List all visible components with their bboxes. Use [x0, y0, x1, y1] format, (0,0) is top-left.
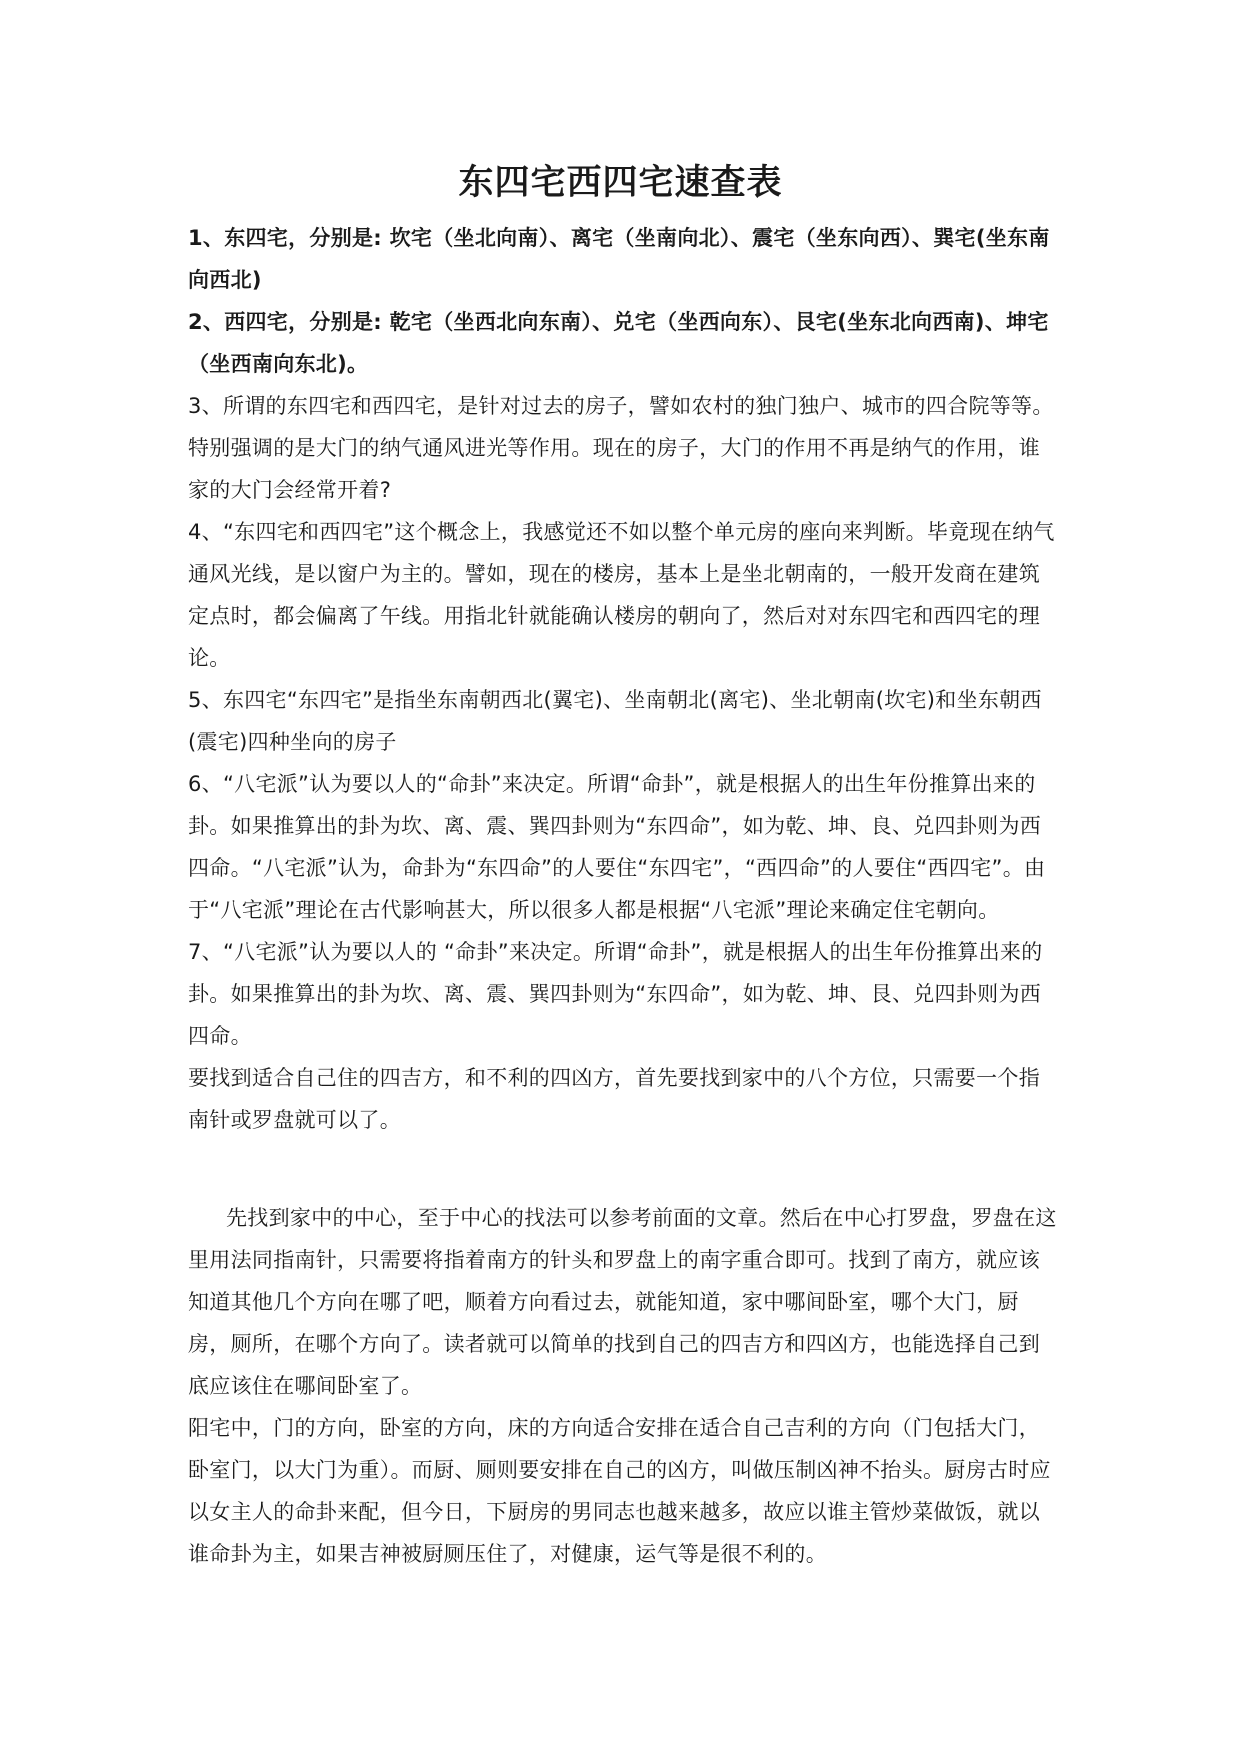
paragraph-spacer — [188, 1141, 1058, 1197]
document-title: 东四宅西四宅速查表 — [458, 163, 783, 203]
paragraph-1: 1、东四宅，分别是: 坎宅（坐北向南）、离宅（坐南向北）、震宅（坐东向西）、巽宅(坐东南向西北) — [188, 226, 1050, 292]
document-body — [188, 217, 1058, 1575]
paragraph-6: 6、“八宅派”认为要以人的“命卦”来决定。所谓“命卦”，就是根据人的出生年份推算出来的卦。如果推算出的卦为坎、离、震、巽四卦则为“东四命”，如为乾、坤、良、兑四卦则为西四命。“八宅派”认为，命卦为“东四命”的人要住“东四宅”，“西四命”的人要住“西四宅”。由于“八宅派”理论在古代影响甚大，所以很多人都是根据“八宅派”理论来确定住宅朝向。 — [188, 772, 1046, 922]
paragraph-10: 阳宅中，门的方向，卧室的方向，床的方向适合安排在适合自己吉利的方向（门包括大门，卧室门，以大门为重）。而厨、厕则要安排在自己的凶方，叫做压制凶神不抬头。厨房古时应以女主人的命卦来配，但今日，下厨房的男同志也越来越多，故应以谁主管炒菜做饭，就以谁命卦为主，如果吉神被厨厕压住了，对健康，运气等是很不利的。 — [188, 1416, 1051, 1566]
paragraph-8: 要找到适合自己住的四吉方，和不利的四凶方，首先要找到家中的八个方位，只需要一个指南针或罗盘就可以了。 — [188, 1066, 1040, 1132]
paragraph-4: 4、“东四宅和西四宅”这个概念上，我感觉还不如以整个单元房的座向来判断。毕竟现在纳气通风光线，是以窗户为主的。譬如，现在的楼房，基本上是坐北朝南的，一般开发商在建筑定点时，都会偏离了午线。用指北针就能确认楼房的朝向了，然后对对东四宅和西四宅的理论。 — [188, 520, 1055, 670]
paragraph-2: 2、西四宅，分别是: 乾宅（坐西北向东南）、兑宅（坐西向东）、艮宅(坐东北向西南)、坤宅（坐西南向东北)。 — [188, 310, 1049, 376]
paragraph-5: 5、东四宅“东四宅”是指坐东南朝西北(翼宅)、坐南朝北(离宅)、坐北朝南(坎宅)和坐东朝西(震宅)四种坐向的房子 — [188, 688, 1042, 754]
paragraph-9: 先找到家中的中心，至于中心的找法可以参考前面的文章。然后在中心打罗盘，罗盘在这里用法同指南针，只需要将指着南方的针头和罗盘上的南字重合即可。找到了南方，就应该知道其他几个方向在哪了吧，顺着方向看过去，就能知道，家中哪间卧室，哪个大门，厨房，厕所，在哪个方向了。读者就可以简单的找到自己的四吉方和四凶方，也能选择自己到底应该住在哪间卧室了。 — [188, 1206, 1057, 1398]
paragraph-7: 7、“八宅派”认为要以人的 “命卦”来决定。所谓“命卦”，就是根据人的出生年份推算出来的卦。如果推算出的卦为坎、离、震、巽四卦则为“东四命”，如为乾、坤、艮、兑四卦则为西四命。 — [188, 940, 1043, 1048]
paragraph-3: 3、所谓的东四宅和西四宅，是针对过去的房子，譬如农村的独门独户、城市的四合院等等。特别强调的是大门的纳气通风进光等作用。现在的房子，大门的作用不再是纳气的作用，谁家的大门会经常开着? — [188, 394, 1054, 502]
